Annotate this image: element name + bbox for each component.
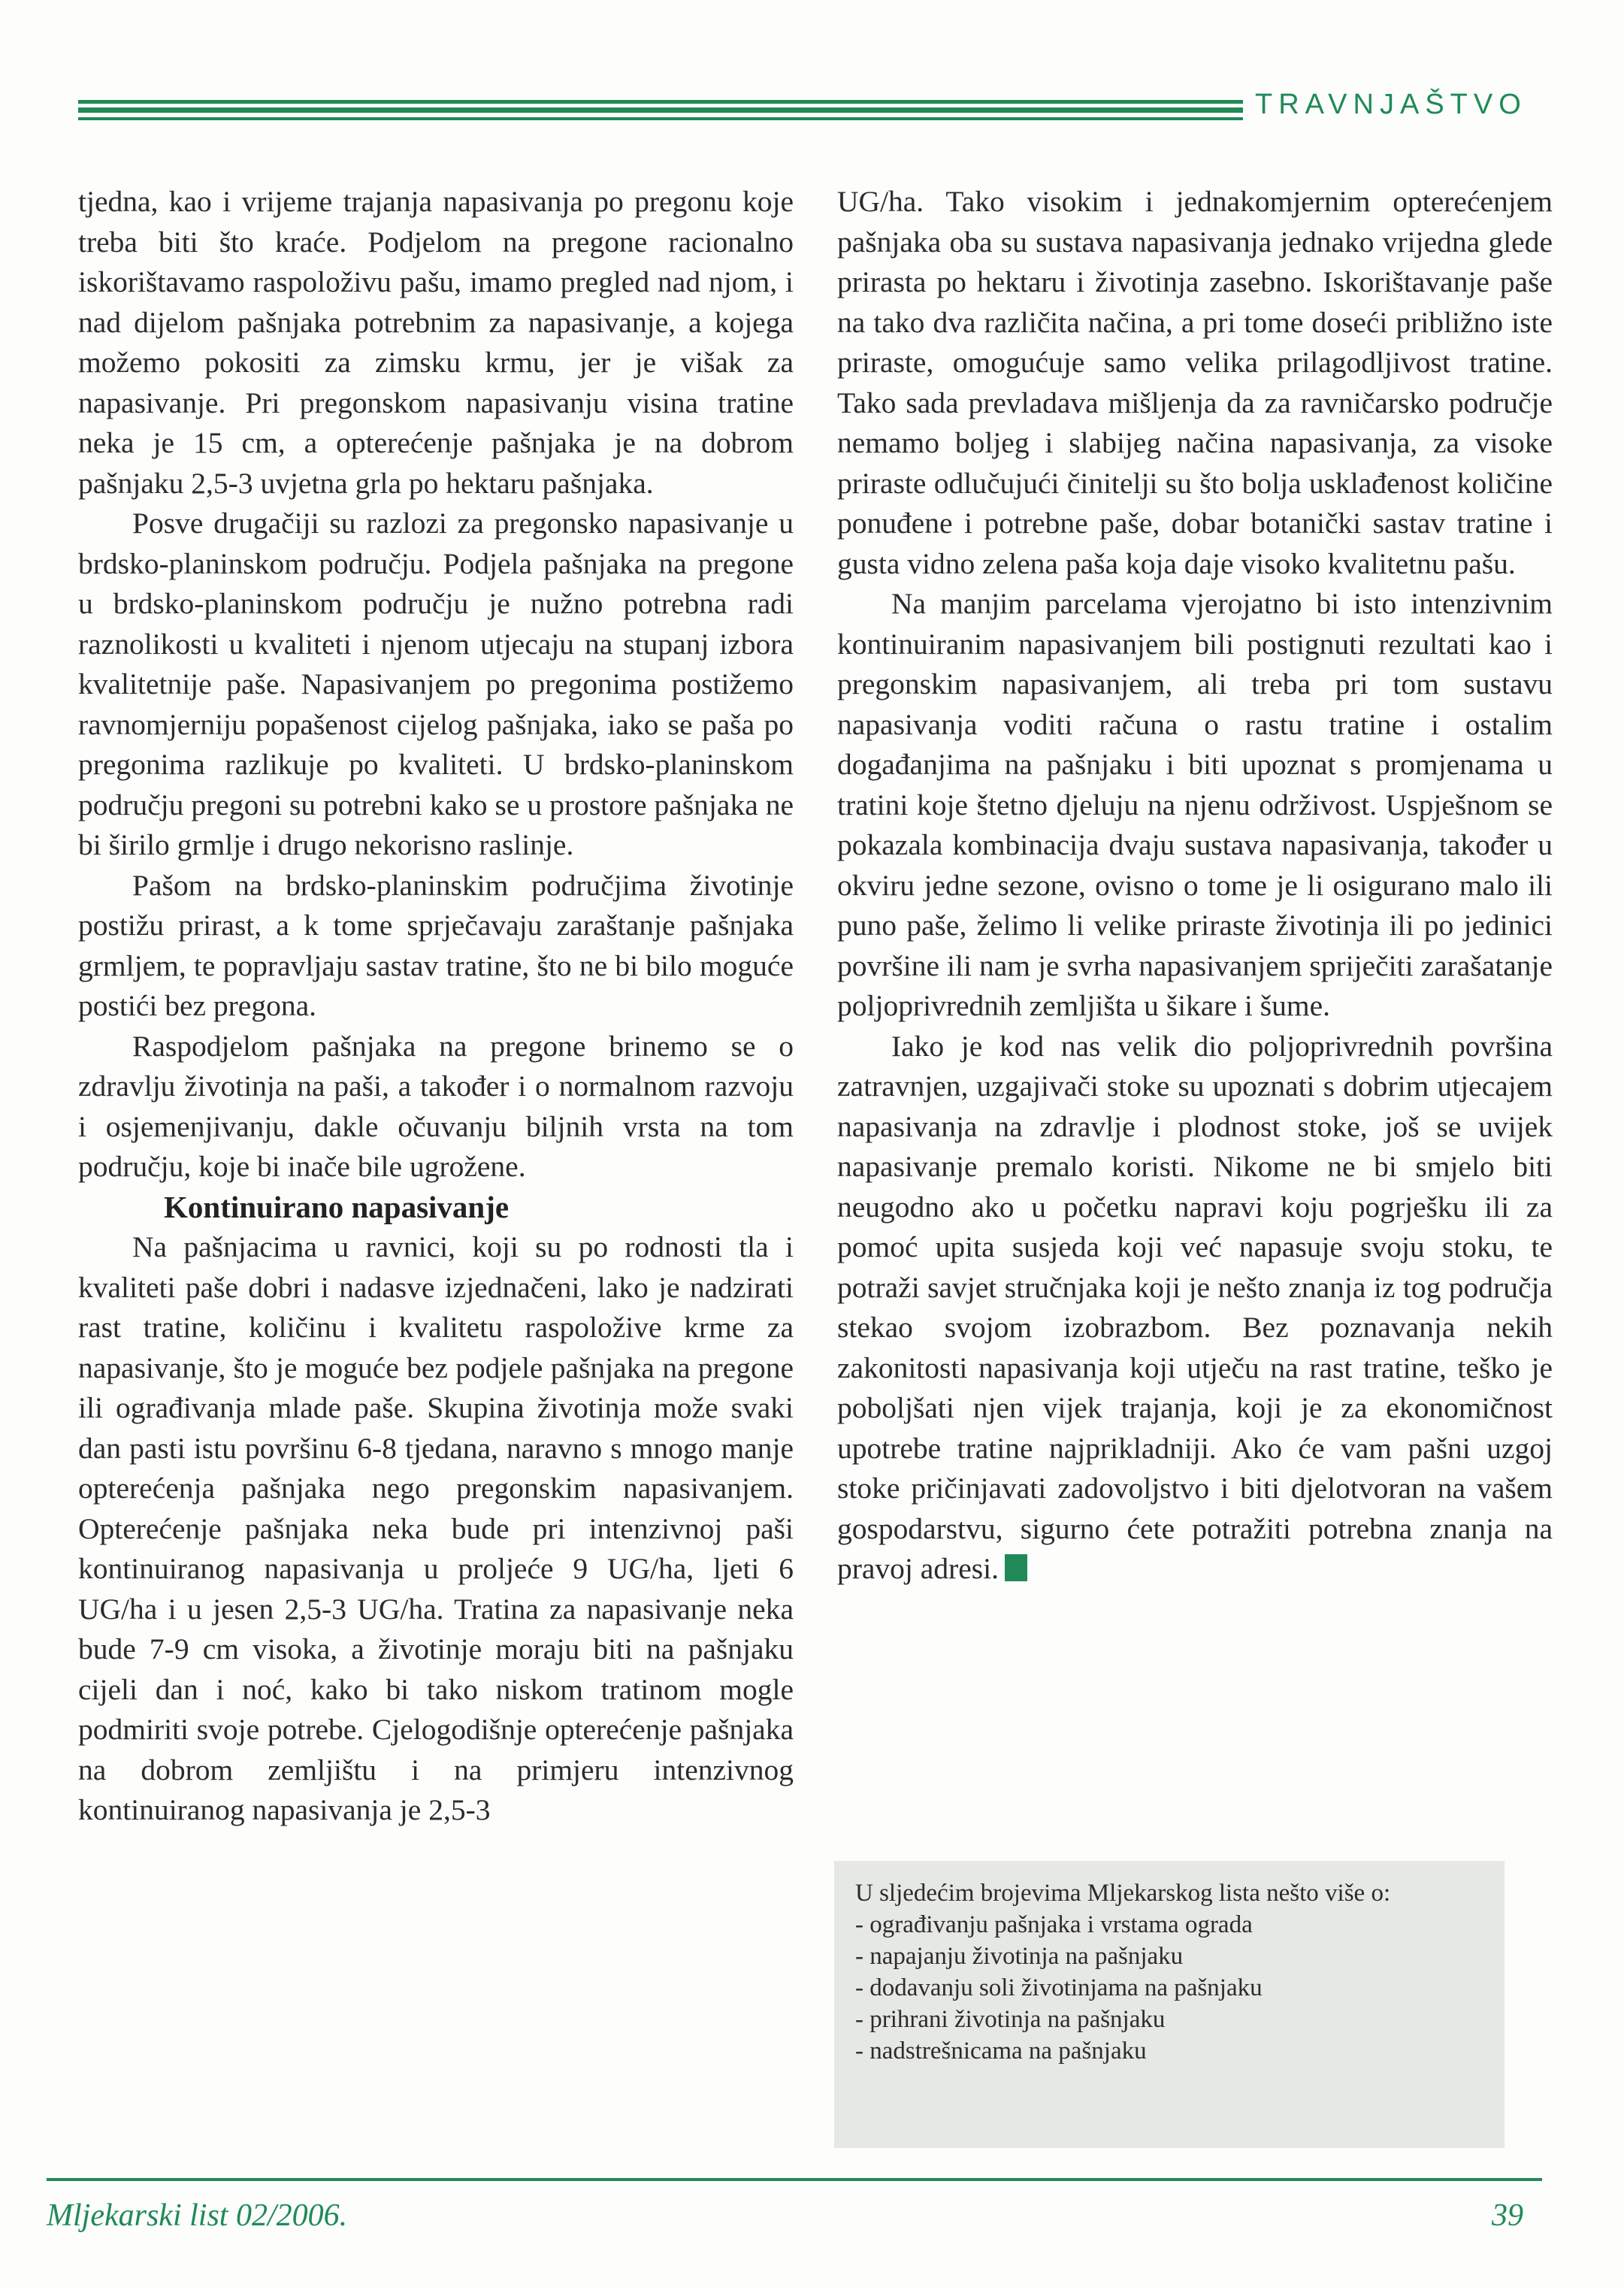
end-of-article-mark-icon [1005, 1554, 1027, 1581]
upcoming-topics-box [834, 1861, 1505, 2148]
paragraph: tjedna, kao i vrijeme trajanja napasivanja po pregonu koje treba biti što kraće. Podjelom na pregone racionalno iskorištavamo raspoloživu pašu, imamo pregled nad njom, i nad dijelom pašnjaka potrebnim za napasivanje, a kojega možemo pokositi za zimsku krmu, jer je višak za napasivanje. Pri pregonskom napasivanju visina tratine neka je 15 cm, a opterećenje pašnjaka je na dobrom pašnjaku 2,5-3 uvjetna grla po hektaru pašnjaka. [78, 185, 794, 500]
journal-issue: Mljekarski list 02/2006. [47, 2198, 348, 2233]
header-rule-bottom [78, 117, 1243, 120]
left-column [78, 182, 794, 1831]
page-number: 39 [1492, 2198, 1523, 2233]
paragraph: Na pašnjacima u ravnici, koji su po rodnosti tla i kvaliteti paše dobri i nadasve izjednačeni, lako je nadzirati rast tratine, količinu i kvalitetu raspoložive krme za napasivanje, što je moguće bez podjele pašnjaka na pregone ili ograđivanja mlade paše. Skupina životinja može svaki dan pasti istu površinu 6-8 tjedana, naravno s mnogo manje opterećenja pašnjaka nego pregonskim napasivanjem. Opterećenje pašnjaka neka bude pri intenzivnoj paši kontinuiranog napasivanja u proljeće 9 UG/ha, ljeti 6 UG/ha i u jesen 2,5-3 UG/ha. Tratina za napasivanje neka bude 7-9 cm visoka, a životinje moraju biti na pašnjaku cijeli dan i noć, kako bi tako niskom tratinom mogle podmiriti svoje potrebe. Cjelogodišnje opterećenje pašnjaka na dobrom zemljištu i na primjeru intenzivnog kontinuiranog napasivanja je 2,5-3 [78, 1230, 794, 1826]
list-item: - napajanju životinja na pašnjaku [855, 1943, 1184, 1970]
upcoming-topics-intro: U sljedećim brojevima Mljekarskog lista nešto više o: [855, 1880, 1391, 1907]
right-column [837, 182, 1553, 1590]
paragraph: Pašom na brdsko-planinskim područjima životinje postižu prirast, a k tome sprječavaju zaraštanje pašnjaka grmljem, te popravljaju sastav tratine, što ne bi bilo moguće postići bez pregona. [78, 868, 794, 1022]
header-rule-middle [78, 107, 1243, 113]
list-item: - prihrani životinja na pašnjaku [855, 2006, 1166, 2033]
paragraph-final [837, 1027, 1553, 1590]
upcoming-topics-list [855, 1909, 1483, 2067]
paragraph: Raspodjelom pašnjaka na pregone brinemo se o zdravlju životinja na paši, a također i o normalnom razvoju i osjemenjivanju, dakle očuvanju biljnih vrsta na tom području, koje bi inače bile ugrožene. [78, 1029, 794, 1183]
list-item: - ograđivanju pašnjaka i vrstama ograda [855, 1911, 1253, 1938]
paragraph: Na manjim parcelama vjerojatno bi isto intenzivnim kontinuiranim napasivanjem bili postignuti rezultati kao i pregonskim napasivanjem, ali treba pri tom sustavu napasivanja voditi računa o rastu tratine i ostalim događanjima na pašnjaku i biti upoznat s promjenama u tratini koje štetno djeluju na njenu održivost. Uspješnom se pokazala kombinacija dvaju sustava napasivanja, također u okviru jedne sezone, ovisno o tome je li osigurano malo ili puno paše, želimo li velike priraste životinja ili po jedinici površine ili nam je svrha napasivanjem spriječiti zarašatanje poljoprivrednih zemljišta u šikare i šume. [837, 587, 1553, 1022]
header-rule-top [78, 100, 1243, 104]
list-item: - nadstrešnicama na pašnjaku [855, 2037, 1147, 2065]
footer-rule [47, 2178, 1542, 2181]
list-item: - dodavanju soli životinjama na pašnjaku [855, 1974, 1263, 2001]
paragraph: UG/ha. Tako visokim i jednakomjernim opterećenjem pašnjaka oba su sustava napasivanja jednako vrijedna glede prirasta po hektaru i životinja zasebno. Iskorištavanje paše na tako dva različita načina, a pri tome doseći približno iste priraste, omogućuje samo velika prilagodljivost tratine. Tako sada prevladava mišljenja da za ravničarsko područje nemamo boljeg i slabijeg načina napasivanja, za visoke priraste odlučujući činitelji su što bolja usklađenost količine ponuđene i potrebne paše, dobar botanički sastav tratine i gusta vidno zelena paša koja daje visoko kvalitetnu pašu. [837, 185, 1553, 580]
paragraph-text: Iako je kod nas velik dio poljoprivrednih površina zatravnjen, uzgajivači stoke su upoznati s dobrim utjecajem napasivanja na zdravlje i plodnost stoke, još se uvijek napasivanje premalo koristi. Nikome ne bi smjelo biti neugodno ako u početku napravi koju pogrješku ili za pomoć upita susjeda koji već napasuje svoju stoku, te potraži savjet stručnjaka koji je nešto znanja iz tog područja stekao svojom izobrazbom. Bez poznavanja nekih zakonitosti napasivanja koji utječu na rast tratine, teško je poboljšati njen vijek trajanja, koji je za ekonomičnost upotrebe tratine najprikladniji. Ako će vam pašni uzgoj stoke pričinjavati zadovoljstvo i biti djelotvoran na vašem gospodarstvu, sigurno ćete potražiti potrebna znanja na pravoj adresi. [837, 1029, 1553, 1585]
section-heading: Kontinuirano napasivanje [164, 1189, 510, 1224]
section-title: TRAVNJAŠTVO [1255, 89, 1527, 120]
paragraph: Posve drugačiji su razlozi za pregonsko napasivanje u brdsko-planinskom području. Podjela pašnjaka na pregone u brdsko-planinskom području je nužno potrebna radi raznolikosti u kvaliteti i njenom utjecaju na stupanj izbora kvalitetnije paše. Napasivanjem po pregonima postižemo ravnomjerniju popašenost cijelog pašnjaka, iako se paša po pregonima razlikuje po kvaliteti. U brdsko-planinskom području pregoni su potrebni kako se u prostore pašnjaka ne bi širilo grmlje i drugo nekorisno raslinje. [78, 507, 794, 861]
